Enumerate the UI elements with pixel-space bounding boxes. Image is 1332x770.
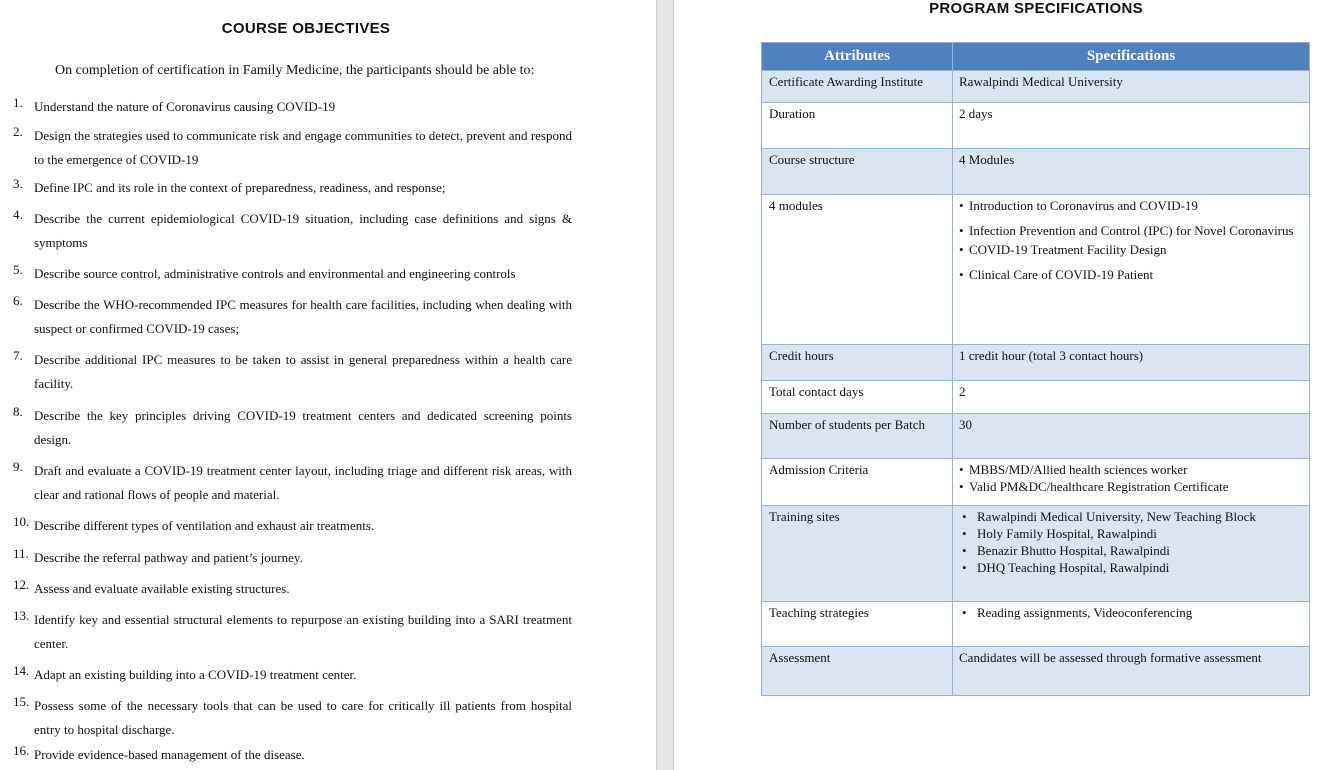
objective-number: 8. — [13, 404, 23, 419]
objectives-intro: On completion of certification in Family Medicine, the participants should be able to: — [55, 63, 535, 78]
list-item: • COVID-19 Treatment Facility Design — [959, 241, 1303, 258]
objective-text: Possess some of the necessary tools that can be used to care for critically ill patients from hospital entry to hospital discharge. — [34, 698, 572, 737]
spec-cell — [953, 195, 1310, 345]
attribute-cell: 4 modules — [762, 195, 953, 345]
objective-text: Understand the nature of Coronavirus causing COVID-19 — [34, 99, 336, 114]
list-item: • Benazir Bhutto Hospital, Rawalpindi — [959, 542, 1303, 559]
table-row — [762, 71, 1310, 103]
spec-cell — [953, 459, 1310, 506]
list-item: • DHQ Teaching Hospital, Rawalpindi — [959, 559, 1303, 576]
table-row — [762, 506, 1310, 602]
admission-list — [959, 461, 1303, 495]
objective-number: 12. — [13, 577, 30, 592]
objective-text: Describe different types of ventilation and exhaust air treatments. — [34, 518, 375, 533]
objective-number: 13. — [13, 608, 30, 623]
spec-cell: 4 Modules — [953, 149, 1310, 195]
table-row — [762, 647, 1310, 696]
objective-number: 4. — [13, 207, 23, 222]
objective-text: Describe the referral pathway and patient’s journey. — [34, 550, 303, 565]
attribute-cell: Credit hours — [762, 345, 953, 381]
attribute-cell: Number of students per Batch — [762, 414, 953, 459]
attribute-cell: Total contact days — [762, 381, 953, 414]
list-item: • Reading assignments, Videoconferencing — [959, 604, 1303, 621]
objective-text: Describe the current epidemiological COVID-19 situation, including case definitions and signs & symptoms — [34, 211, 572, 250]
attribute-cell: Course structure — [762, 149, 953, 195]
attribute-cell: Teaching strategies — [762, 602, 953, 647]
program-specifications-title: PROGRAM SPECIFICATIONS — [929, 0, 1143, 17]
table-row — [762, 414, 1310, 459]
objective-text: Identify key and essential structural elements to repurpose an existing building into a SARI treatment center. — [34, 612, 572, 651]
objective-number: 9. — [13, 459, 23, 474]
header-attributes: Attributes — [762, 43, 953, 71]
objective-text: Define IPC and its role in the context of preparedness, readiness, and response; — [34, 180, 446, 195]
attribute-cell: Assessment — [762, 647, 953, 696]
table-row — [762, 459, 1310, 506]
objective-number: 14. — [13, 663, 30, 678]
list-item: • Holy Family Hospital, Rawalpindi — [959, 525, 1303, 542]
attribute-cell: Certificate Awarding Institute — [762, 71, 953, 103]
objective-number: 5. — [13, 262, 23, 277]
objective-text: Assess and evaluate available existing structures. — [34, 581, 290, 596]
objective-text: Draft and evaluate a COVID-19 treatment center layout, including triage and different risk areas, with clear and rational flows of people and material. — [34, 463, 572, 502]
objective-number: 11. — [13, 546, 29, 561]
objective-number: 1. — [13, 95, 23, 110]
spec-cell: 30 — [953, 414, 1310, 459]
table-row — [762, 345, 1310, 381]
table-row — [762, 149, 1310, 195]
spec-cell: 2 days — [953, 103, 1310, 149]
spec-cell — [953, 506, 1310, 602]
header-specifications: Specifications — [953, 43, 1310, 71]
list-item: • Infection Prevention and Control (IPC) for Novel Coronavirus — [959, 222, 1303, 239]
list-item: • MBBS/MD/Allied health sciences worker — [959, 461, 1303, 478]
spec-cell: 1 credit hour (total 3 contact hours) — [953, 345, 1310, 381]
objective-text: Describe the key principles driving COVID-19 treatment centers and dedicated screening points design. — [34, 408, 572, 447]
list-item: • Rawalpindi Medical University, New Teaching Block — [959, 508, 1303, 525]
objective-number: 15. — [13, 694, 30, 709]
spec-cell: Candidates will be assessed through formative assessment — [953, 647, 1310, 696]
teaching-list — [959, 604, 1303, 621]
table-row — [762, 103, 1310, 149]
table-row — [762, 195, 1310, 345]
objective-number: 10. — [13, 514, 30, 529]
modules-list — [959, 197, 1303, 283]
table-row — [762, 602, 1310, 647]
attribute-cell: Admission Criteria — [762, 459, 953, 506]
training-sites-list — [959, 508, 1303, 576]
list-item: • Valid PM&DC/healthcare Registration Certificate — [959, 478, 1303, 495]
objective-number: 2. — [13, 124, 23, 139]
spec-cell — [953, 602, 1310, 647]
spec-cell: Rawalpindi Medical University — [953, 71, 1310, 103]
attribute-cell: Duration — [762, 103, 953, 149]
course-objectives-title: COURSE OBJECTIVES — [221, 20, 391, 37]
list-item: • Introduction to Coronavirus and COVID-19 — [959, 197, 1303, 214]
page-gap — [656, 0, 674, 770]
objective-number: 3. — [13, 176, 23, 191]
objective-text: Adapt an existing building into a COVID-19 treatment center. — [34, 667, 357, 682]
list-item: • Clinical Care of COVID-19 Patient — [959, 266, 1303, 283]
specifications-table — [761, 42, 1310, 696]
objective-text: Design the strategies used to communicate risk and engage communities to detect, prevent and respond to the emergence of COVID-19 — [34, 128, 572, 167]
objective-number: 6. — [13, 293, 23, 308]
objective-number: 7. — [13, 348, 23, 363]
objective-text: Describe additional IPC measures to be taken to assist in general preparedness within a health care facility. — [34, 352, 572, 391]
attribute-cell: Training sites — [762, 506, 953, 602]
table-row — [762, 381, 1310, 414]
right-page — [674, 0, 1332, 770]
objective-text: Describe source control, administrative controls and environmental and engineering controls — [34, 266, 516, 281]
objective-text: Describe the WHO-recommended IPC measures for health care facilities, including when dealing with suspect or confirmed COVID-19 cases; — [34, 297, 572, 336]
objective-number: 16. — [13, 743, 30, 758]
left-page — [0, 0, 656, 770]
spec-cell: 2 — [953, 381, 1310, 414]
objective-text: Provide evidence-based management of the disease. — [34, 747, 305, 762]
